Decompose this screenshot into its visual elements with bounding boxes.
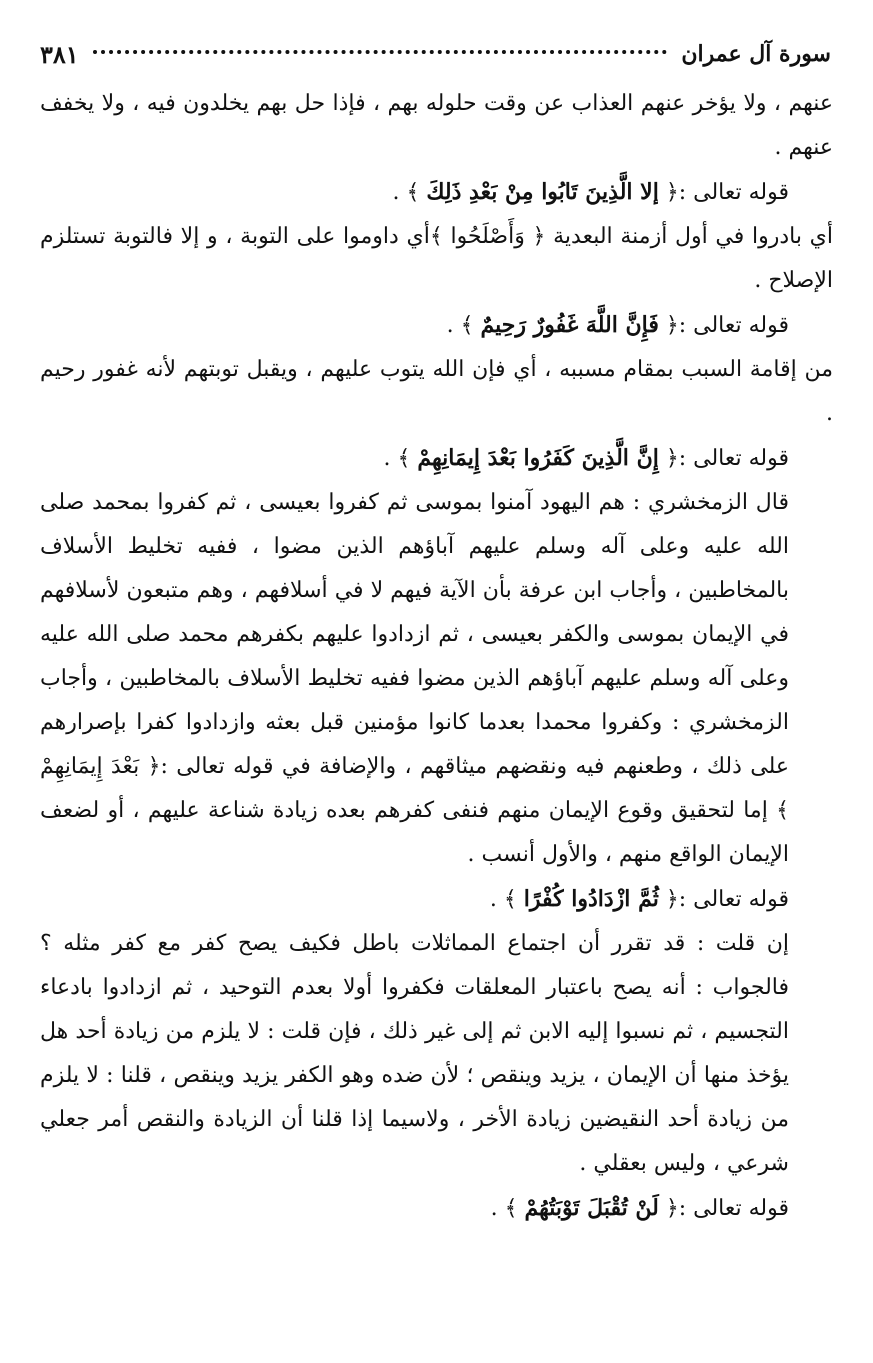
verse-citation bbox=[40, 877, 833, 922]
ornate-bracket-open: ﴿ bbox=[665, 180, 679, 205]
paragraph-text: قال الزمخشري : هم اليهود آمنوا بموسى ثم كفروا بعيسى ، ثم كفروا بمحمد صلى الله عليه وعلى آله وسلم عليهم آباؤهم الذين مضوا ، ففيه تخليط الأسلاف بالمخاطبين ، وأجاب ابن عرفة بأن الآية فيهم لا في أسلافهم ، وهم متبعون لأسلافهم في الإيمان بموسى والكفر بعيسى ، ثم ازدادوا عليهم بكفرهم محمد صلى الله عليه وعلى آله وسلم عليهم آباؤهم الذين مضوا ففيه تخليط الأسلاف بالمخاطبين ، وأجاب الزمخشري : وكفروا محمدا بعدما كانوا مؤمنين قبل بعثه وازدادوا كفرا بإصرارهم على ذلك ، وطعنهم فيه ونقضهم ميثاقهم ، والإضافة في قوله تعالى :﴿ بَعْدَ إِيمَانِهِمْ ﴾ إما لتحقيق وقوع الإيمان منهم فنفى كفرهم بعده زيادة شناعة عليهم ، أو لضعف الإيمان الواقع منهم ، والأول أنسب . bbox=[40, 490, 789, 867]
verse-lead: قوله تعالى : bbox=[678, 1196, 789, 1221]
verse-tail: . bbox=[446, 313, 461, 338]
ornate-bracket-close: ﴾ bbox=[397, 446, 411, 471]
ornate-bracket-open: ﴿ bbox=[665, 887, 679, 912]
verse-citation bbox=[40, 303, 833, 348]
quran-verse: فَإِنَّ اللَّهَ غَفُورٌ رَحِيمٌ bbox=[480, 312, 659, 338]
verse-tail: . bbox=[383, 446, 398, 471]
verse-tail: . bbox=[490, 1196, 505, 1221]
verse-lead: قوله تعالى : bbox=[678, 446, 789, 471]
verse-citation bbox=[40, 436, 833, 481]
quran-verse: لَنْ تُقْبَلَ تَوْبَتُهُمْ bbox=[524, 1195, 659, 1221]
page-number: ٣٨١ bbox=[40, 39, 79, 69]
surah-title: سورة آل عمران bbox=[681, 41, 831, 67]
verse-citation bbox=[40, 170, 833, 215]
ornate-bracket-close: ﴾ bbox=[460, 313, 474, 338]
ornate-bracket-open: ﴿ bbox=[665, 1196, 679, 1221]
verse-tail: . bbox=[489, 887, 504, 912]
verse-tail: . bbox=[392, 180, 407, 205]
quran-verse: إِنَّ الَّذِينَ كَفَرُوا بَعْدَ إِيمَانِهِمْ bbox=[417, 445, 659, 471]
ornate-bracket-open: ﴿ bbox=[665, 313, 679, 338]
commentary-text bbox=[40, 82, 833, 1231]
quran-verse: إلا الَّذِينَ تَابُوا مِنْ بَعْدِ ذَلِكَ bbox=[426, 179, 659, 205]
verse-lead: قوله تعالى : bbox=[678, 313, 789, 338]
paragraph-text: إن قلت : قد تقرر أن اجتماع المماثلات باطل فكيف يصح كفر مع كفر مثله ؟ فالجواب : أنه يصح باعتبار المعلقات فكفروا أولا بعدم التوحيد ، ثم ازدادوا بادعاء التجسيم ، ثم نسبوا إليه الابن ثم إلى غير ذلك ، فإن قلت : لا يلزم من زيادة أحد هل يؤخذ منها أن الإيمان ، يزيد وينقص ؛ لأن ضده وهو الكفر يزيد وينقص ، قلنا : لا يلزم من زيادة أحد النقيضين زيادة الأخر ، ولاسيما إذا قلنا أن الزيادة والنقص أمر جعلي شرعي ، وليس بعقلي . bbox=[40, 931, 789, 1176]
verse-lead: قوله تعالى : bbox=[678, 887, 789, 912]
paragraph-text: من إقامة السبب بمقام مسببه ، أي فإن الله يتوب عليهم ، ويقبل توبتهم لأنه غفور رحيم . bbox=[40, 357, 833, 426]
ornate-bracket-close: ﴾ bbox=[504, 1196, 518, 1221]
quran-verse: ثُمَّ ازْدَادُوا كُفْرًا bbox=[523, 886, 659, 912]
paragraph-text: أي بادروا في أول أزمنة البعدية ﴿ وَأَصْلَحُوا ﴾أي داوموا على التوبة ، و إلا فالتوبة تستلزم الإصلاح . bbox=[40, 224, 833, 293]
ornate-bracket-close: ﴾ bbox=[503, 887, 517, 912]
verse-citation bbox=[40, 1186, 833, 1231]
ornate-bracket-open: ﴿ bbox=[665, 446, 679, 471]
verse-lead: قوله تعالى : bbox=[678, 180, 789, 205]
page-header bbox=[40, 34, 831, 74]
paragraph-text: عنهم ، ولا يؤخر عنهم العذاب عن وقت حلوله بهم ، فإذا حل بهم يخلدون فيه ، ولا يخفف عنهم . bbox=[40, 91, 833, 160]
ornate-bracket-close: ﴾ bbox=[406, 180, 420, 205]
header-dotted-leader bbox=[93, 50, 668, 54]
